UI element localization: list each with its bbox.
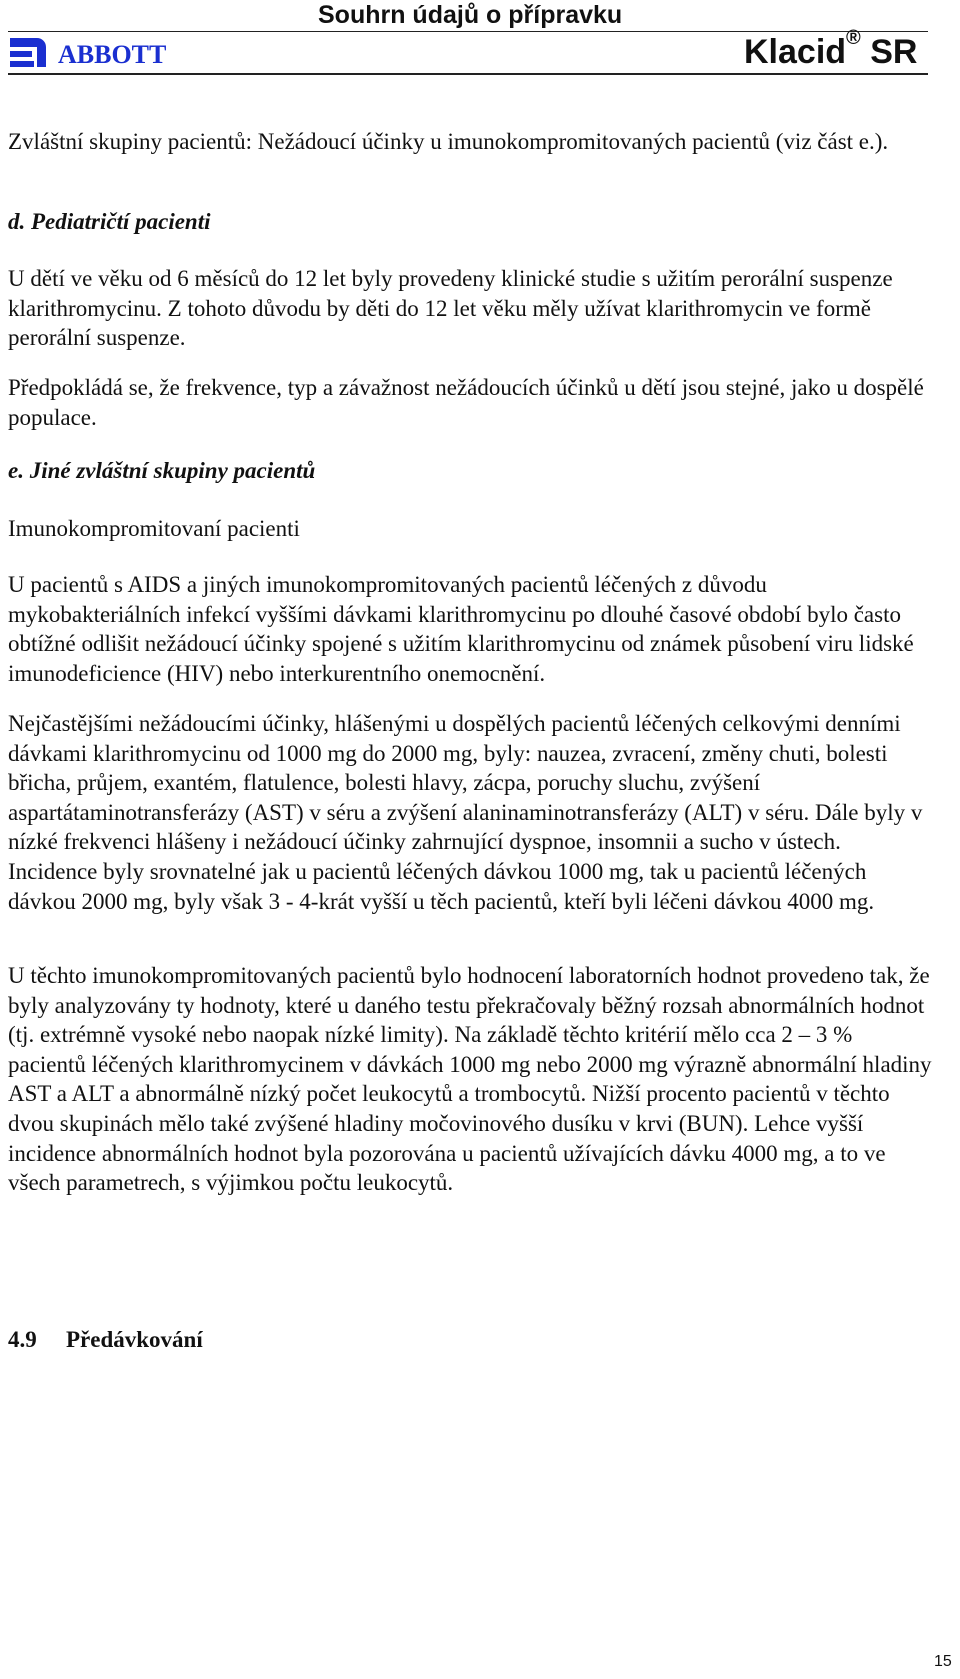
abbott-logo-icon [7, 36, 49, 69]
subheading-pediatric: d. Pediatričtí pacienti [8, 209, 211, 234]
product-name-text: Klacid [744, 33, 847, 71]
header-rule-bottom [8, 73, 928, 75]
document-header-title: Souhrn údajů o přípravku [318, 1, 623, 29]
paragraph-common-adverse-effects: Nejčastějšími nežádoucími účinky, hlášenými u dospělých pacientů léčených celkovými denními dávkami klarithromycinu od 1000 mg do 2000 mg, byly: nauzea, zvracení, změny chuti, bolesti břicha, průjem, exantém, flatulence, bolesti hlavy, zácpa, poruchy sluchu, zvýšení aspartátaminotransferázy (AST) v séru a zvýšení alaninaminotransferázy (ALT) v séru. Dále byly v nízké frekvenci hlášeny i nežádoucí účinky zahrnující dyspnoe, insomnii a sucho v ústech. Incidence byly srovnatelné jak u pacientů léčených dávkou 1000 mg, tak u pacientů léčených dávkou 2000 mg, byly však 3 - 4-krát vyšší u těch pacientů, kteří byli léčeni dávkou 4000 mg. [8, 711, 923, 914]
section-title: Předávkování [66, 1327, 203, 1352]
paragraph-laboratory-values: U těchto imunokompromitovaných pacientů bylo hodnocení laboratorních hodnot provedeno tak, že byly analyzovány ty hodnoty, které u daného testu překračovaly běžný rozsah abnormálních hodnot (tj. extrémně vysoké nebo naopak nízké limity). Na základě těchto kritérií mělo cca 2 – 3 % pacientů léčených klarithromycinem v dávkách 1000 mg nebo 2000 mg výrazně abnormální hladiny AST a ALT a abnormálně nízký počet leukocytů a trombocytů. Nižší procento pacientů v těchto dvou skupinách mělo také zvýšené hladiny močovinového dusíku v krvi (BUN). Lehce vyšší incidence abnormálních hodnot byla pozorována u pacientů užívajících dávku 4000 mg, a to ve všech parametrech, s výjimkou počtu leukocytů. [8, 963, 932, 1196]
product-name [744, 27, 918, 72]
paragraph-aids-patients: U pacientů s AIDS a jiných imunokompromitovaných pacientů léčených z důvodu mykobakteriálních infekcí vyššími dávkami klarithromycinu po dlouhé časové období bylo často obtížné odlišit nežádoucí účinky spojené s užitím klarithromycinu od známek působení viru lidské imunodeficience (HIV) nebo interkurentního onemocnění. [8, 572, 914, 686]
section-number: 4.9 [8, 1327, 37, 1352]
paragraph-pediatric-studies: U dětí ve věku od 6 měsíců do 12 let byly provedeny klinické studie s užitím perorální suspenze klarithromycinu. Z tohoto důvodu by děti do 12 let věku měly užívat klarithromycin ve formě perorální suspenze. [8, 266, 893, 351]
registered-mark: ® [846, 27, 861, 49]
paragraph-immunocompromised-label: Imunokompromitovaní pacienti [8, 516, 300, 541]
page-number: 15 [934, 1653, 952, 1670]
paragraph-pediatric-frequency: Předpokládá se, že frekvence, typ a závažnost nežádoucích účinků u dětí jsou stejné, jako u dospělé populace. [8, 375, 924, 430]
company-logo-text: ABBOTT [58, 40, 167, 69]
section-heading-overdose [8, 1325, 203, 1355]
subheading-other-groups: e. Jiné zvláštní skupiny pacientů [8, 458, 316, 483]
paragraph-special-groups: Zvláštní skupiny pacientů: Nežádoucí účinky u imunokompromitovaných pacientů (viz část e.). [8, 129, 889, 154]
product-suffix: SR [860, 33, 918, 71]
